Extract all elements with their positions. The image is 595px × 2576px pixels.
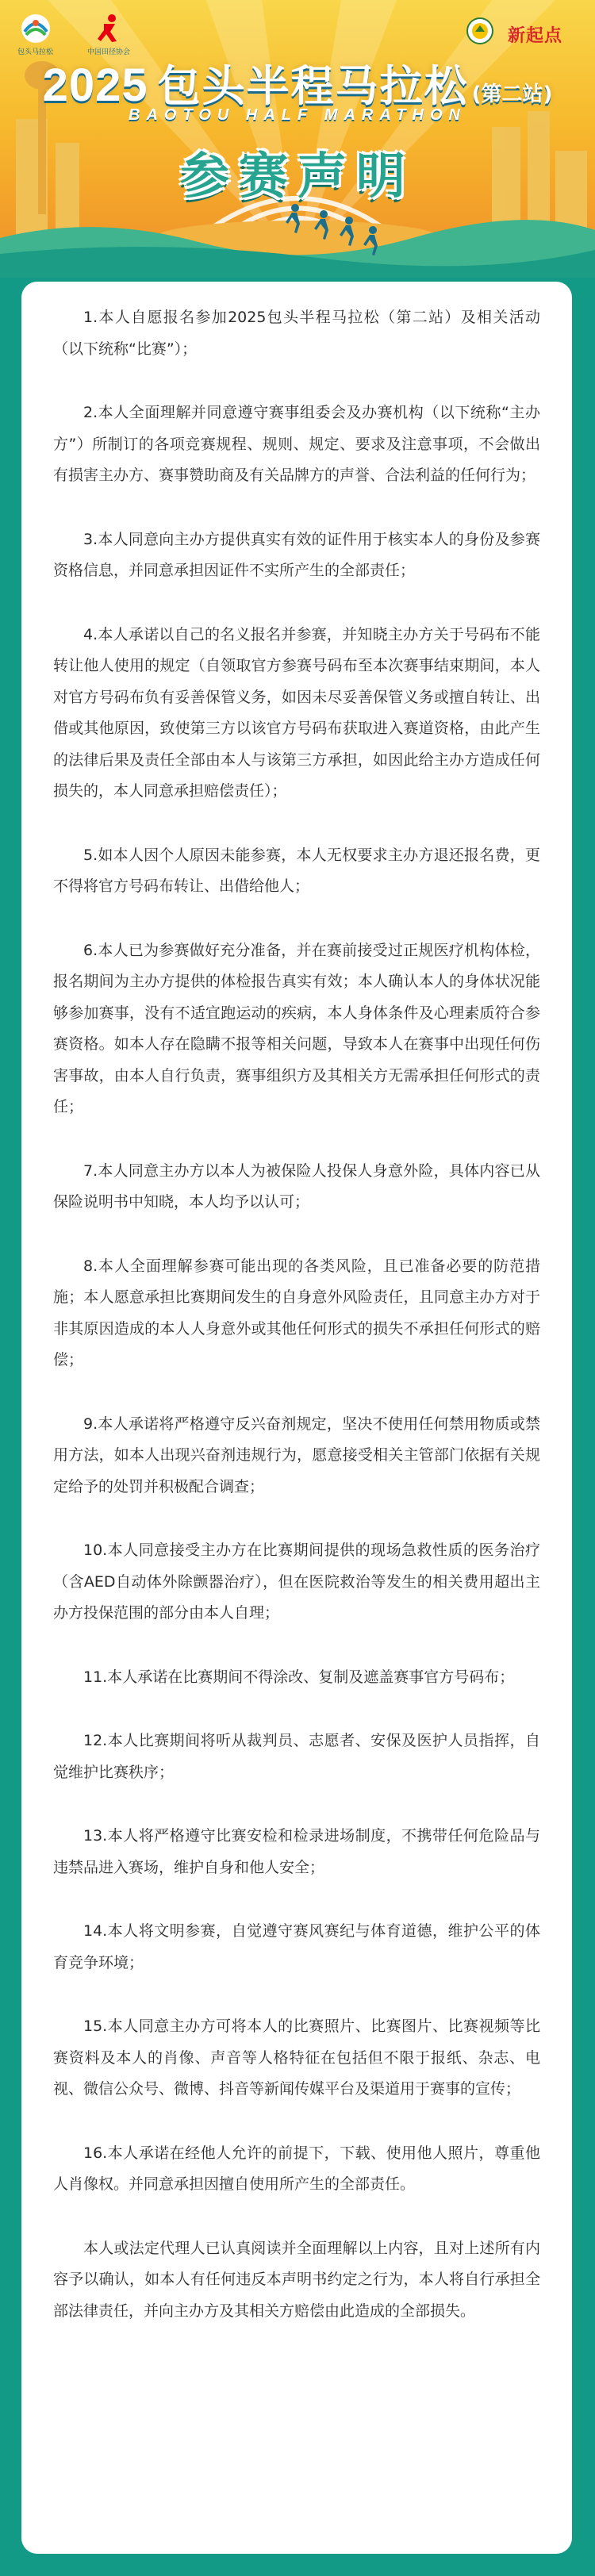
declaration-item-11: 11.本人承诺在比赛期间不得涂改、复制及遮盖赛事官方号码布； <box>83 1668 515 1686</box>
declaration-item-5: 5.如本人因个人原因未能参赛，本人无权要求主办方退还报名费，更不得将官方号码布转让、出借给他人； <box>53 846 540 895</box>
event-title <box>0 52 595 113</box>
event-title-station: (第二站) <box>471 83 553 106</box>
caa-logo-caption: 中国田径协会 <box>87 48 131 56</box>
baotou-marathon-logo-caption: 包头马拉松 <box>17 48 54 56</box>
declaration-item-8: 8.本人全面理解参赛可能出现的各类风险，且已准备必要的防范措施；本人愿意承担比赛期间发生的自身意外风险责任，且同意主办方对于非其原因造成的本人人身意外或其他任何形式的损失不承担任何形式的赔偿； <box>53 1257 540 1369</box>
declaration-item-14: 14.本人将文明参赛，自觉遵守赛风赛纪与体育道德，维护公平的体育竞争环境； <box>53 1922 540 1971</box>
caa-logo <box>87 13 130 56</box>
declaration-item-3: 3.本人同意向主办方提供真实有效的证件用于核实本人的身份及参赛资格信息，并同意承担因证件不实所产生的全部责任； <box>53 530 540 579</box>
sponsor-logo-text: 新起点 <box>508 25 563 46</box>
declaration-card <box>21 282 572 2554</box>
event-subtitle: BAOTOU HALF MARATHON <box>129 106 466 124</box>
event-title-year: 2025 <box>42 60 148 111</box>
declaration-item-1: 1.本人自愿报名参加2025包头半程马拉松（第二站）及相关活动（以下统称“比赛”）； <box>53 309 540 358</box>
declaration-item-2: 2.本人全面理解并同意遵守赛事组委会及办赛机构（以下统称“主办方”）所制订的各项竞赛规程、规则、规定、要求及注意事项，不会做出有损害主办方、赛事赞助商及有关品牌方的声誉、合法利益的任何行为； <box>53 404 540 484</box>
declaration-item-12: 12.本人比赛期间将听从裁判员、志愿者、安保及医护人员指挥，自觉维护比赛秩序； <box>53 1732 540 1781</box>
declaration-item-9: 9.本人承诺将严格遵守反兴奋剂规定，坚决不使用任何禁用物质或禁用方法，如本人出现兴奋剂违规行为，愿意接受相关主管部门依据有关规定给予的处罚并积极配合调查； <box>53 1415 540 1495</box>
partner-badge <box>466 17 493 44</box>
page-heading: 参赛声明 <box>179 147 415 205</box>
declaration-item-15: 15.本人同意主办方可将本人的比赛照片、比赛图片、比赛视频等比赛资料及本人的肖像、声音等人格特征在包括但不限于报纸、杂志、电视、微信公众号、微博、抖音等新闻传媒平台及渠道用于赛事的宣传； <box>53 2017 540 2098</box>
declaration-closing-statement: 本人或法定代理人已认真阅读并全面理解以上内容，且对上述所有内容予以确认，如本人有任何违反本声明书约定之行为，本人将自行承担全部法律责任，并向主办方及其相关方赔偿由此造成的全部损失。 <box>53 2239 540 2320</box>
declaration-item-10: 10.本人同意接受主办方在比赛期间提供的现场急救性质的医务治疗（含AED自动体外除颤器治疗），但在医院救治等发生的相关费用超出主办方投保范围的部分由本人自理； <box>53 1541 540 1622</box>
sponsor-logo <box>508 22 562 47</box>
declaration-item-6: 6.本人已为参赛做好充分准备，并在赛前接受过正规医疗机构体检，报名期间为主办方提供的体检报告真实有效；本人确认本人的身体状况能够参加赛事，没有不适宜跑运动的疾病，本人身体条件及心理素质符合参赛资格。如本人存在隐瞒不报等相关问题，导致本人在赛事中出现任何伤害事故，由本人自行负责，赛事组织方及其相关方无需承担任何形式的责任； <box>53 941 540 1115</box>
baotou-marathon-emblem-icon <box>18 13 53 44</box>
declaration-item-7: 7.本人同意主办方以本人为被保险人投保人身意外险，具体内容已从保险说明书中知晓，本人均予以认可； <box>53 1161 540 1211</box>
caa-runner-icon <box>93 13 125 44</box>
declaration-item-16: 16.本人承诺在经他人允许的前提下，下载、使用他人照片，尊重他人肖像权。并同意承担因擅自使用所产生的全部责任。 <box>53 2144 540 2193</box>
event-title-name: 包头半程马拉松 <box>157 61 469 111</box>
declaration-item-4: 4.本人承诺以自己的名义报名并参赛，并知晓主办方关于号码布不能转让他人使用的规定（自领取官方参赛号码布至本次赛事结束期间，本人对官方号码布负有妥善保管义务，如因未尽妥善保管义务或擅自转让、出借或其他原因，致使第三方以该官方号码布获取进入赛道资格，由此产生的法律后果及责任全部由本人与该第三方承担，如因此给主办方造成任何损失的，本人同意承担赔偿责任）； <box>53 625 540 800</box>
partner-badge-icon <box>466 17 493 44</box>
header-banner <box>0 0 595 278</box>
baotou-marathon-logo <box>17 13 53 56</box>
declaration-item-13: 13.本人将严格遵守比赛安检和检录进场制度，不携带任何危险品与违禁品进入赛场，维护自身和他人安全； <box>53 1827 540 1876</box>
